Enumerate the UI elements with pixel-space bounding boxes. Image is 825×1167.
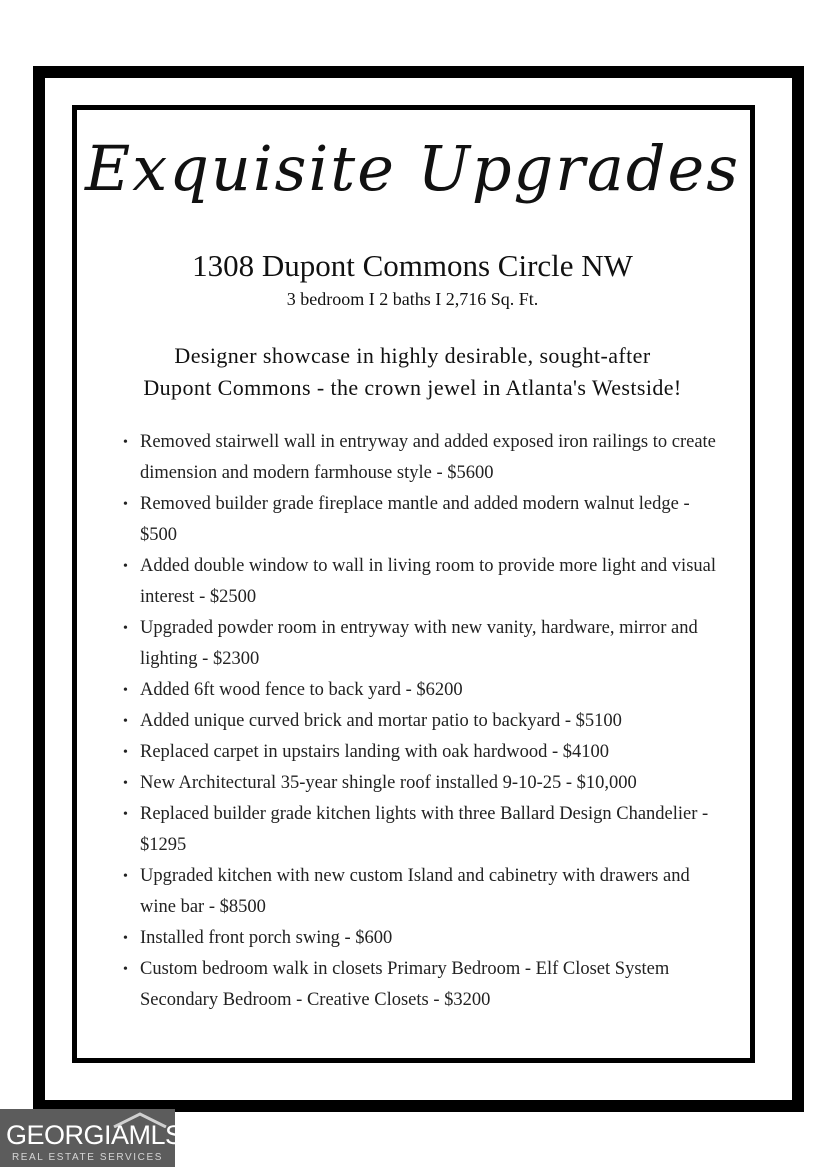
- list-item: • Installed front porch swing - $600: [120, 923, 720, 954]
- tagline: [0, 340, 825, 404]
- page-title: Exquisite Upgrades: [84, 132, 741, 205]
- list-item: • Removed builder grade fireplace mantle and added modern walnut ledge - $500: [120, 489, 720, 551]
- watermark-subtitle: REAL ESTATE SERVICES: [11, 1152, 164, 1163]
- list-item: • Added 6ft wood fence to back yard - $6200: [120, 675, 720, 706]
- list-item: • Upgraded kitchen with new custom Island and cabinetry with drawers and wine bar - $8500: [120, 861, 720, 923]
- tagline-line-1: Designer showcase in highly desirable, sought-after: [174, 343, 651, 368]
- property-specs: 3 bedroom I 2 baths I 2,716 Sq. Ft.: [286, 289, 539, 309]
- list-item: • Replaced carpet in upstairs landing with oak hardwood - $4100: [120, 737, 720, 768]
- list-item: • Added double window to wall in living room to provide more light and visual interest - $2500: [120, 551, 720, 613]
- list-item: • Added unique curved brick and mortar patio to backyard - $5100: [120, 706, 720, 737]
- list-item: • Replaced builder grade kitchen lights with three Ballard Design Chandelier - $1295: [120, 799, 720, 861]
- tagline-line-2: Dupont Commons - the crown jewel in Atlanta's Westside!: [143, 375, 682, 400]
- list-item: • Custom bedroom walk in closets Primary Bedroom - Elf Closet System Secondary Bedroom - Creative Closets - $3200: [120, 954, 720, 1016]
- list-item: • Upgraded powder room in entryway with new vanity, hardware, mirror and lighting - $2300: [120, 613, 720, 675]
- list-item: • Removed stairwell wall in entryway and added exposed iron railings to create dimension and modern farmhouse style - $5600: [120, 427, 720, 489]
- upgrades-list: [120, 427, 720, 1016]
- watermark-brand: GEORGIAMLS: [6, 1120, 183, 1150]
- property-address: 1308 Dupont Commons Circle NW: [192, 248, 633, 283]
- list-item: • New Architectural 35-year shingle roof installed 9-10-25 - $10,000: [120, 768, 720, 799]
- georgia-mls-watermark: [0, 1109, 183, 1167]
